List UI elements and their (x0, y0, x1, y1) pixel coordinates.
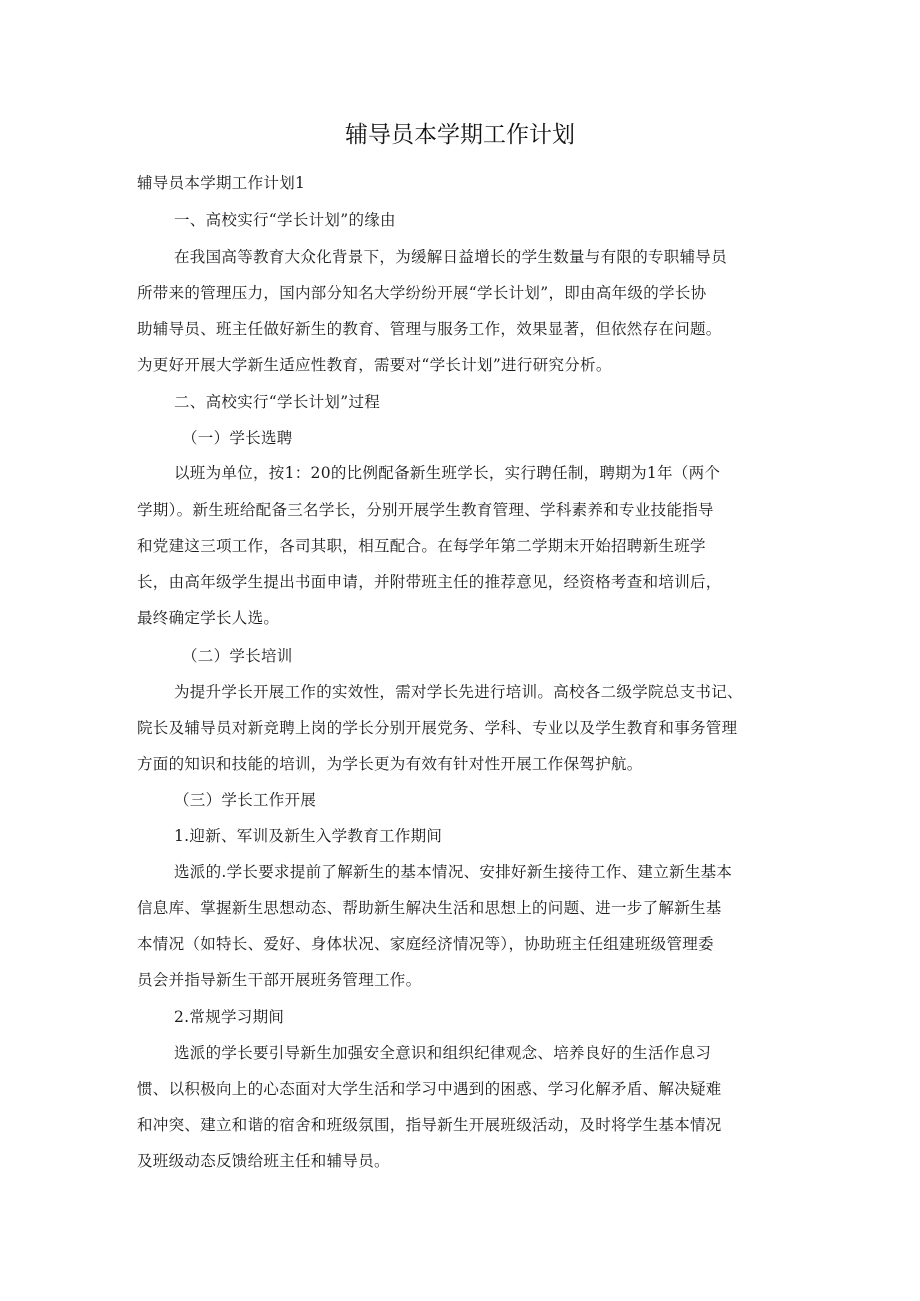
paragraph-line: 员会并指导新生干部开展班务管理工作。 (137, 971, 422, 989)
paragraph-line: 及班级动态反馈给班主任和辅导员。 (137, 1152, 390, 1170)
paragraph-line: 在我国高等教育大众化背景下，为缓解日益增长的学生数量与有限的专职辅导员 (174, 248, 728, 266)
item-heading: 2.常规学习期间 (174, 1008, 285, 1026)
subsection-heading: （一）学长选聘 (182, 429, 293, 447)
document-title: 辅导员本学期工作计划 (345, 122, 575, 148)
paragraph-line: 惯、以积极向上的心态面对大学生活和学习中遇到的困惑、学习化解矛盾、解决疑难 (137, 1080, 722, 1098)
paragraph-line: 所带来的管理压力，国内部分知名大学纷纷开展“学长计划”，即由高年级的学长协 (137, 284, 707, 302)
paragraph-line: 选派的学长要引导新生加强安全意识和组织纪律观念、培养良好的生活作息习 (174, 1044, 712, 1062)
paragraph-line: 选派的.学长要求提前了解新生的基本情况、安排好新生接待工作、建立新生基本 (174, 863, 733, 881)
subsection-heading: （三）学长工作开展 (174, 791, 317, 809)
paragraph-line: 本情况（如特长、爱好、身体状况、家庭经济情况等），协助班主任组建班级管理委 (137, 935, 714, 953)
paragraph-line: 和冲突、建立和谐的宿舍和班级氛围，指导新生开展班级活动，及时将学生基本情况 (137, 1116, 722, 1134)
paragraph-line: 信息库、掌握新生思想动态、帮助新生解决生活和思想上的问题、进一步了解新生基 (137, 899, 722, 917)
paragraph-line: 助辅导员、班主任做好新生的教育、管理与服务工作，效果显著，但依然存在问题。 (137, 320, 722, 338)
paragraph-line: 方面的知识和技能的培训，为学长更为有效有针对性开展工作保驾护航。 (137, 755, 643, 773)
paragraph-line: 和党建这三项工作，各司其职，相互配合。在每学年第二学期末开始招聘新生班学 (137, 537, 706, 555)
section-heading-2: 二、高校实行“学长计划”过程 (174, 393, 381, 411)
item-heading: 1.迎新、军训及新生入学教育工作期间 (174, 827, 443, 845)
section-heading-1: 一、高校实行“学长计划”的缘由 (174, 211, 396, 229)
document-subtitle: 辅导员本学期工作计划1 (137, 174, 306, 192)
paragraph-line: 以班为单位，按1：20的比例配备新生班学长，实行聘任制，聘期为1年（两个 (174, 464, 721, 482)
subsection-heading: （二）学长培训 (182, 647, 293, 665)
paragraph-line: 为提升学长开展工作的实效性，需对学长先进行培训。高校各二级学院总支书记、 (174, 683, 743, 701)
paragraph-line: 院长及辅导员对新竞聘上岗的学长分别开展党务、学科、专业以及学生教育和事务管理 (137, 719, 738, 737)
paragraph-line: 学期）。新生班给配备三名学长，分别开展学生教育管理、学科素养和专业技能指导 (137, 501, 714, 519)
paragraph-line: 最终确定学长人选。 (137, 609, 280, 627)
paragraph-line: 为更好开展大学新生适应性教育，需要对“学长计划”进行研究分析。 (137, 356, 612, 374)
paragraph-line: 长，由高年级学生提出书面申请，并附带班主任的推荐意见，经资格考查和培训后， (137, 573, 722, 591)
